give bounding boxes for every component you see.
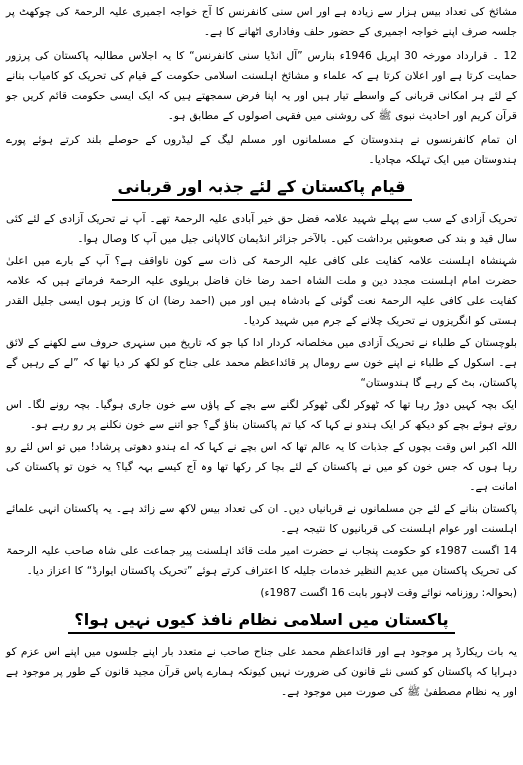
section-heading-islamic-system: پاکستان میں اسلامی نظام نافذ کیوں نہیں ہوا؟ (6, 609, 517, 634)
paragraph-balochistan-students: بلوچستان کے طلباء نے تحریک آزادی میں مخلصانہ کردار ادا کیا جو کہ تاریخ میں سنہری حروف سے لکھنے کے لائق ہے۔ اسکول کے طلباء نے اپنے خون سے رومال پر قائداعظم محمد علی جناح کو لکھ کر دیا تھا کہ ”لے کے رہیں گے پاکستان، بٹ کے رہے گا ہندوستان“ (6, 337, 517, 389)
paragraph-conference-pledge: مشائخ کی تعداد بیس ہزار سے زیادہ ہے اور اس سنی کانفرنس کا آج خواجہ اجمیری علیہ الرحمۃ کی چوکھٹ پر جلسہ صرف اپنے خواجہ اجمیری کے حضور حلف وفاداری اٹھانے کا ہے۔ (6, 6, 517, 38)
paragraph-child-story: ایک بچہ کہیں دوڑ رہا تھا کہ ٹھوکر لگی ٹھوکر لگنے سے بچے کے پاؤں سے خون جاری ہوگیا۔ بچہ رونے لگا۔ اس روتے ہوئے بچے کو دیکھ کر ایک ہندو نے کہا کہ کیا تم پاکستان بناؤ گے؟ جو اتنے سے خون نکلنے پر رو رہے ہو۔ (6, 399, 517, 431)
paragraph-resolution-1946: 12 ۔ قرارداد مورخہ 30 اپریل 1946ء بنارس ”آل انڈیا سنی کانفرنس“ کا یہ اجلاس مطالبہ پاکستان کی پرزور حمایت کرتا ہے اور اعلان کرتا ہے کہ علماء و مشائخ اہلسنت اسلامی حکومت کے قیام کی تحریک کو کامیاب بنانے کے لئے ہر امکانی قربانی کے واسطے تیار ہیں اور یہ اپنا فرض سمجھتے ہیں کہ ایک ایسی حکومت قائم کریں جو قرآن کریم اور احادیث نبوی ﷺ کی روشنی میں فقہی اصولوں کے مطابق ہو۔ (6, 50, 517, 122)
paragraph-kifayat-ali-kafi: شہنشاہ اہلسنت علامہ کفایت علی کافی علیہ الرحمۃ کی ذات سے کون ناواقف ہے؟ آپ کے بارے میں اعلیٰ حضرت امام اہلسنت مجدد دین و ملت الشاہ احمد رضا خان فاضل بریلوی علیہ الرحمۃ فرماتے ہیں کہ علامہ کفایت علی کافی علیہ الرحمۃ نعت گوئی کے بادشاہ ہیں اور میں (احمد رضا) ان کا وزیر ہوں ایسی جلیل القدر ہستی کو انگریزوں نے تحریک چلانے کے جرم میں شہید کردیا۔ (6, 255, 517, 327)
document-page (6, 2, 517, 706)
paragraph-conferences-impact: ان تمام کانفرنسوں نے ہندوستان کے مسلمانوں اور مسلم لیگ کے لیڈروں کے حوصلے بلند کرتے ہوئے پورے ہندوستان میں ایک تہلکہ مچادیا۔ (6, 134, 517, 166)
reference-citation: (بحوالہ: روزنامہ نوائے وقت لاہور بابت 16 اگست 1987ء) (260, 587, 517, 599)
section-heading-sacrifice: قیام پاکستان کے لئے جذبہ اور قربانی (6, 176, 517, 201)
paragraph-quaid-commitment: یہ بات ریکارڈ پر موجود ہے اور قائداعظم محمد علی جناح صاحب نے متعدد بار اپنے جلسوں میں اپنے اس عزم کو دہرایا کہ پاکستان کو کسی نئے قانون کی ضرورت نہیں کیونکہ ہمارے پاس قرآن مجید قانون کے طور پر موجود ہے اور یہ نظام مصطفیٰ ﷺ کی صورت میں موجود ہے۔ (6, 646, 517, 698)
paragraph-sacrifices-count: پاکستان بنانے کے لئے جن مسلمانوں نے قربانیاں دیں۔ ان کی تعداد بیس لاکھ سے زائد ہے۔ یہ پاکستان انہی علمائے اہلسنت اور عوام اہلسنت کی قربانیوں کا نتیجہ ہے۔ (6, 503, 517, 535)
paragraph-child-reply: اللہ اکبر اس وقت بچوں کے جذبات کا یہ عالم تھا کہ اس بچے نے کہا کہ اے ہندو دھوتی پرشاد! میں تو اس لئے رو رہا ہوں کہ جس خون کو میں نے پاکستان کے لئے بچا کر رکھا تھا وہ آج کیسے بہہ گیا؟ یہ خون تو پاکستان کی امانت ہے۔ (6, 441, 517, 493)
paragraph-first-martyr: تحریک آزادی کے سب سے پہلے شہید علامہ فضل حق خیر آبادی علیہ الرحمۃ تھے۔ آپ نے تحریک آزادی کے لئے کئی سال قید و بند کی صعوبتیں برداشت کیں۔ بالآخر جزائر انڈیمان کالاپانی جیل میں آپ کا وصال ہوا۔ (6, 213, 517, 245)
paragraph-award-1987: 14 اگست 1987ء کو حکومت پنجاب نے حضرت امیر ملت قائد اہلسنت پیر جماعت علی شاہ صاحب علیہ الرحمۃ کی تحریک پاکستان میں عدیم النظیر خدمات جلیلہ کا اعتراف کرتے ہوئے ”تحریک پاکستان ایوارڈ“ کا اعزاز دیا۔ (6, 545, 518, 577)
